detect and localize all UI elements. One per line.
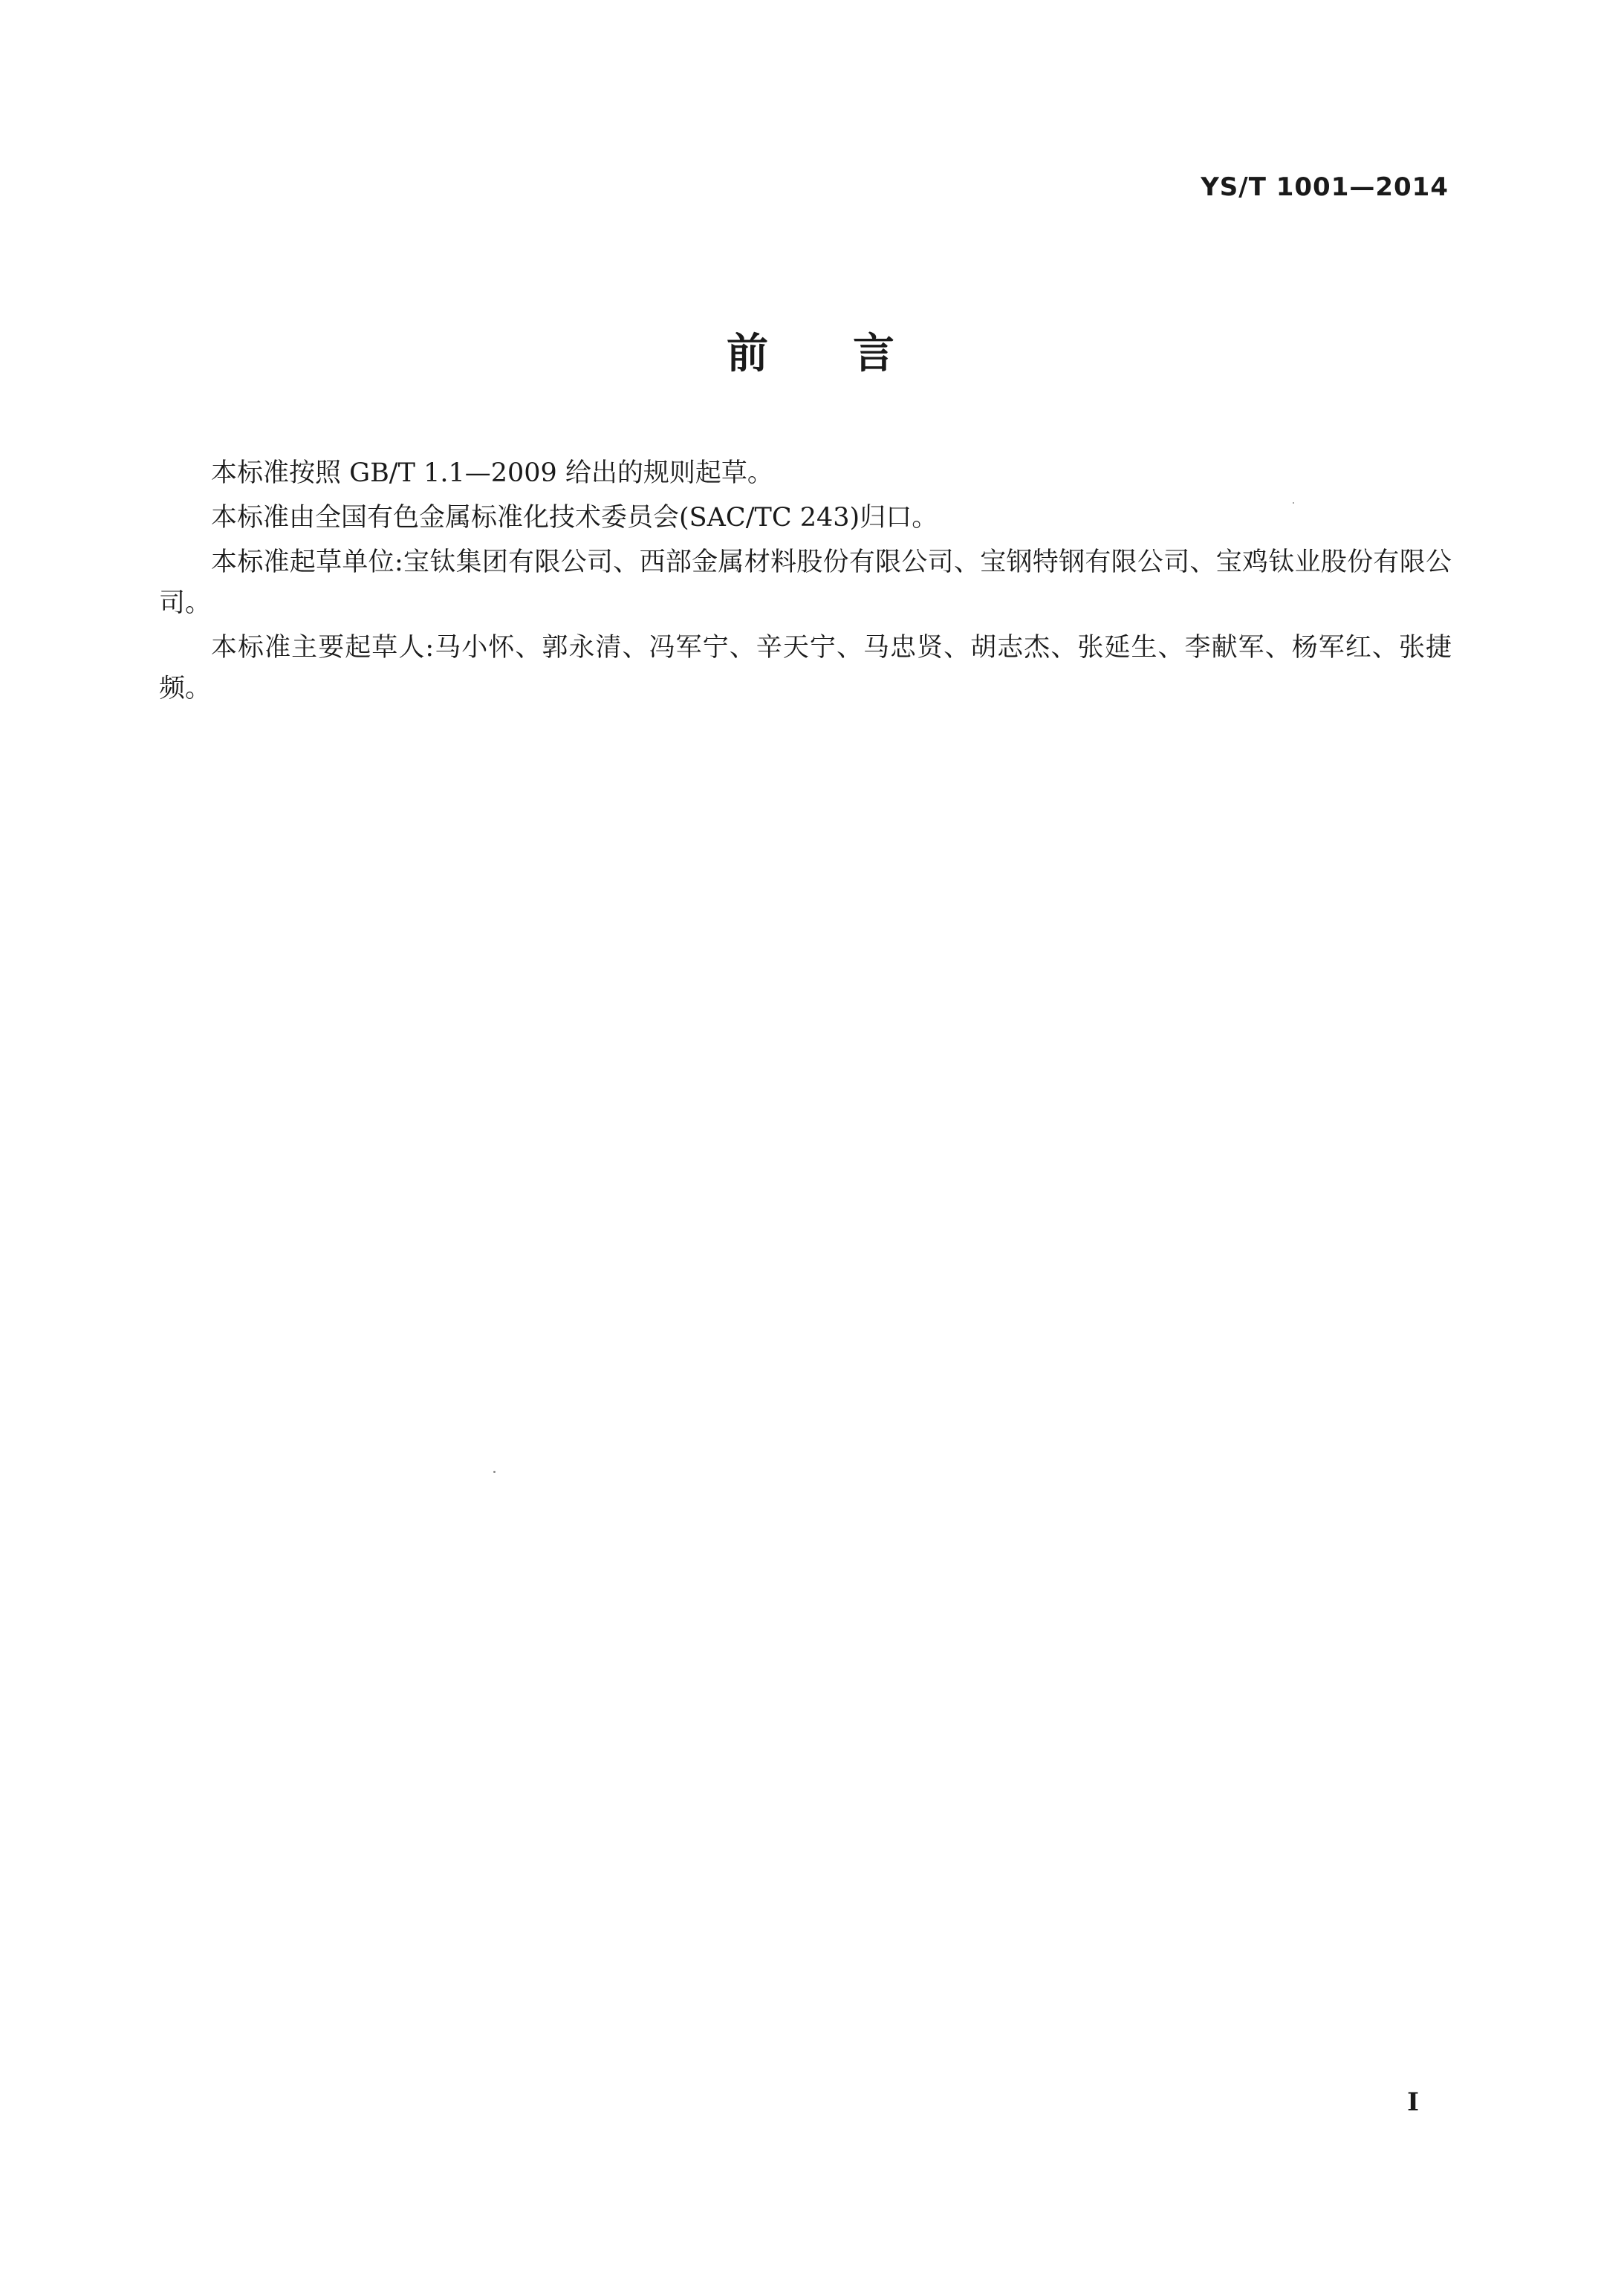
paragraph-drafting-rules: 本标准按照 GB/T 1.1—2009 给出的规则起草。 (211, 458, 773, 488)
scan-speck (1293, 502, 1294, 504)
paragraph-committee: 本标准由全国有色金属标准化技术委员会(SAC/TC 243)归口。 (211, 503, 938, 533)
standard-code: YS/T 1001—2014 (1201, 172, 1449, 202)
foreword-body (159, 453, 1452, 713)
scan-speck (493, 1471, 496, 1473)
paragraph-drafters: 本标准主要起草人:马小怀、郭永清、冯军宁、辛天宁、马忠贤、胡志杰、张延生、李献军、杨军红、张捷频。 (159, 633, 1452, 703)
title-char-2: 言 (853, 330, 897, 378)
page-title (0, 321, 1624, 380)
page-number: I (1407, 2087, 1419, 2117)
paragraph-drafting-units: 本标准起草单位:宝钛集团有限公司、西部金属材料股份有限公司、宝钢特钢有限公司、宝鸡钛业股份有限公司。 (159, 547, 1452, 618)
title-char-1: 前 (727, 330, 771, 378)
